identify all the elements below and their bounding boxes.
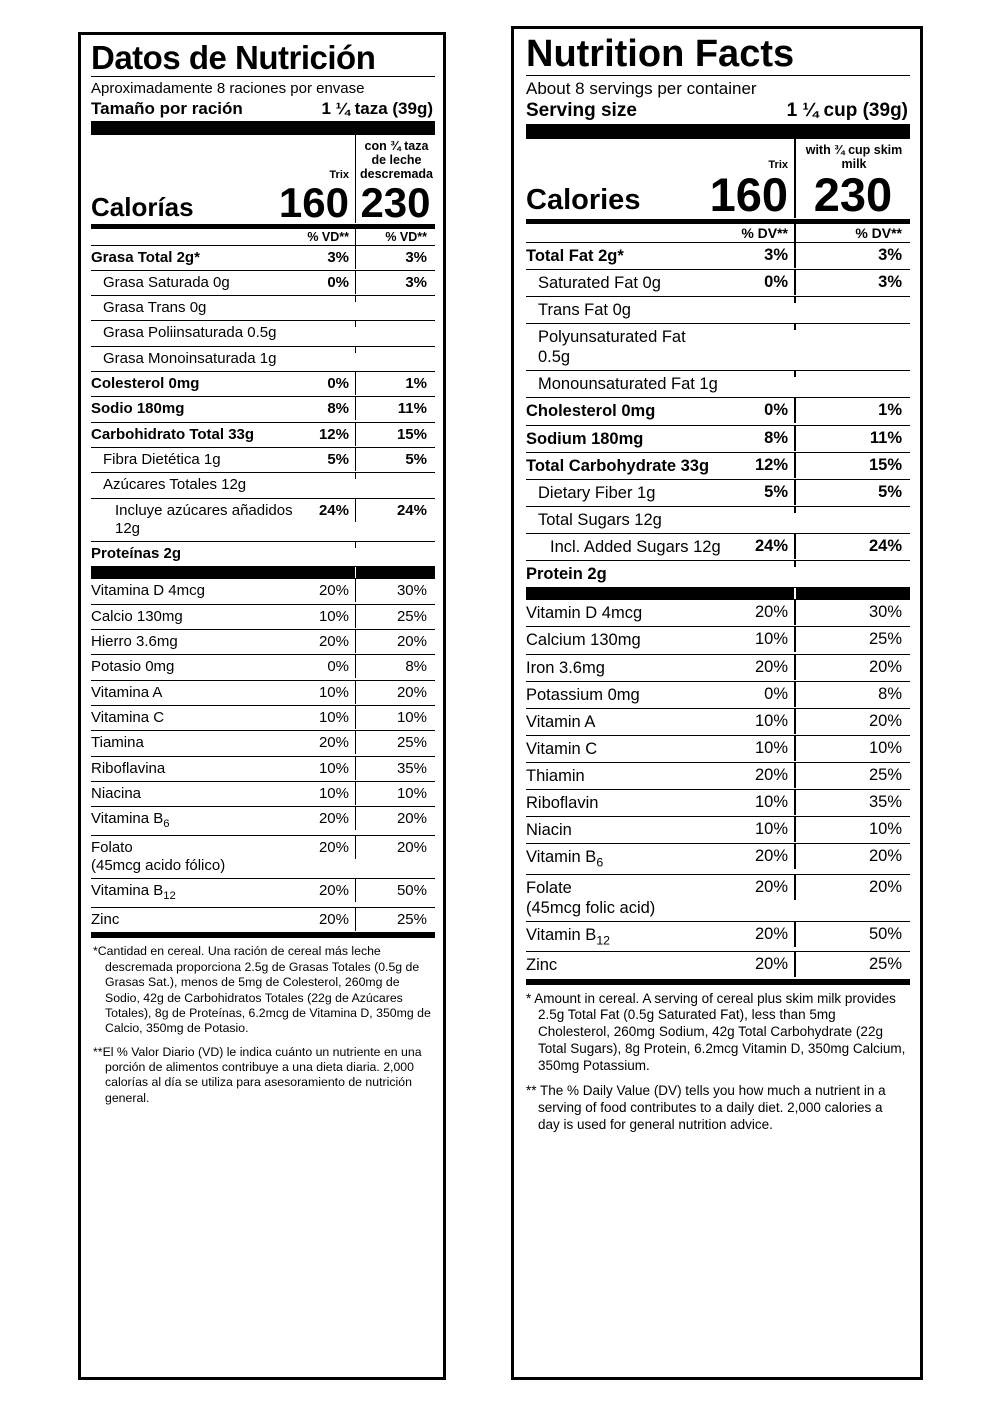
daily-value-header-spanish [91, 229, 435, 246]
value-milk: 3% [355, 271, 435, 294]
vitamin-rows-english [526, 600, 910, 979]
vitamin-name: Calcium 130mg [526, 631, 641, 650]
value-milk [355, 321, 435, 327]
dv-header-milk: % DV** [794, 224, 910, 242]
vitamin-row [526, 682, 910, 709]
vitamin-row [526, 655, 910, 682]
value-product: 10% [318, 607, 349, 625]
vitamin-row [526, 600, 910, 627]
value-product [295, 542, 355, 548]
calories-value-milk: 230 [794, 173, 910, 218]
nutrient-row [91, 423, 435, 448]
value-product [295, 347, 355, 353]
value-product: 10% [318, 759, 349, 777]
footnote-daily-value: ** The % Daily Value (DV) tells you how much a nutrient in a serving of food contributes to a daily diet. 2,000 calories a day is used for general nutrition advice. [526, 1082, 886, 1132]
value-product: 20% [318, 838, 349, 856]
section-divider-bar [91, 567, 435, 578]
daily-value-header-english [526, 224, 910, 243]
value-milk: 25% [355, 605, 435, 628]
value-product [724, 561, 794, 567]
calories-value-product: 160 [278, 178, 349, 226]
vitamin-row [526, 875, 910, 922]
nutrient-name: Total Fat 2g* [526, 246, 624, 265]
value-product: 10% [318, 784, 349, 802]
value-milk: 11% [355, 397, 435, 420]
vitamin-name: Folato (45mcg acido fólico) [91, 838, 226, 875]
servings-per-container-english: About 8 servings per container [526, 79, 757, 98]
vitamin-row [91, 605, 435, 630]
calories-row-spanish [91, 178, 435, 229]
vitamin-name: Potasio 0mg [91, 658, 175, 676]
vitamin-name: Hierro 3.6mg [91, 633, 178, 651]
vitamin-row [91, 731, 435, 756]
nutrient-row [526, 480, 910, 507]
value-milk [355, 296, 435, 302]
value-product: 0% [764, 401, 788, 420]
vitamin-name: Riboflavina [91, 759, 166, 777]
value-milk: 25% [355, 908, 435, 931]
heavy-rule [91, 121, 435, 135]
value-milk [355, 542, 435, 548]
nutrient-row [526, 243, 910, 270]
vitamin-row [526, 952, 910, 979]
nutrient-name: Colesterol 0mg [91, 375, 200, 393]
value-product: 0% [327, 273, 349, 291]
value-milk: 20% [794, 844, 910, 869]
value-milk: 10% [355, 706, 435, 729]
nutrient-row [91, 397, 435, 422]
serving-size-label: Tamaño por ración [91, 98, 243, 118]
column-header-product: Trix [768, 159, 788, 172]
value-product: 20% [754, 877, 788, 896]
value-product: 12% [318, 425, 349, 443]
vitamin-name: Vitamin $B_{12}$ [526, 926, 611, 948]
value-milk: 35% [794, 790, 910, 815]
vitamin-name: Vitamina A [91, 683, 163, 701]
vitamin-name: Vitamina $B_{12}$ [91, 882, 176, 903]
value-milk: 25% [355, 731, 435, 754]
nutrient-rows-spanish [91, 246, 435, 568]
vitamin-row [91, 655, 435, 680]
value-milk: 20% [794, 655, 910, 680]
dv-header-product: % VD** [307, 229, 349, 244]
value-product [295, 473, 355, 479]
vitamin-row [526, 817, 910, 844]
value-product [724, 324, 794, 330]
value-milk: 11% [794, 426, 910, 451]
panel-title-spanish: Datos de Nutrición [91, 39, 376, 76]
bar-left [526, 588, 794, 599]
vitamin-row [526, 844, 910, 874]
value-product: 24% [318, 501, 349, 519]
value-product: 10% [318, 708, 349, 726]
value-product: 20% [754, 766, 788, 785]
nutrient-row [526, 453, 910, 480]
calories-label: Calorías [91, 191, 194, 222]
value-product: 20% [754, 603, 788, 622]
vitamin-name: Vitamina C [91, 708, 165, 726]
vitamin-row [526, 922, 910, 952]
vitamin-row [91, 706, 435, 731]
vitamin-name: Niacina [91, 784, 142, 802]
value-product: 20% [754, 657, 788, 676]
value-milk: 8% [794, 682, 910, 707]
value-product [724, 297, 794, 303]
vitamin-row [526, 627, 910, 654]
nutrient-name: Total Sugars 12g [538, 510, 662, 529]
nutrient-name: Fibra Dietética 1g [103, 450, 221, 468]
value-product: 3% [764, 245, 788, 264]
serving-size-row-spanish [91, 99, 435, 119]
title-divider [526, 75, 910, 76]
value-product: 3% [327, 248, 349, 266]
nutrient-name: Incl. Added Sugars 12g [550, 538, 721, 557]
value-product: 20% [318, 633, 349, 651]
nutrient-name: Trans Fat 0g [538, 300, 631, 319]
nutrient-name: Protein 2g [526, 565, 607, 584]
value-milk [355, 473, 435, 479]
nutrient-name: Grasa Total 2g* [91, 248, 200, 266]
nutrient-row [91, 499, 435, 543]
vitamin-name: Potassium 0mg [526, 685, 640, 704]
vitamin-row [91, 782, 435, 807]
value-milk: 3% [794, 270, 910, 295]
value-milk [794, 561, 910, 567]
value-milk: 25% [794, 627, 910, 652]
vitamin-row [526, 790, 910, 817]
footnotes-spanish [91, 938, 435, 1106]
value-milk: 30% [794, 600, 910, 625]
value-milk: 15% [355, 423, 435, 446]
value-product: 24% [754, 537, 788, 556]
nutrient-name: Azúcares Totales 12g [103, 476, 247, 494]
vitamin-row [91, 630, 435, 655]
value-milk: 50% [355, 879, 435, 902]
section-divider [91, 567, 435, 579]
vitamin-rows-spanish [91, 579, 435, 933]
nutrient-row [91, 473, 435, 498]
value-milk: 20% [355, 681, 435, 704]
value-product: 8% [327, 400, 349, 418]
dv-header-product: % DV** [741, 224, 788, 241]
nutrient-name: Grasa Trans 0g [103, 299, 207, 317]
value-product: 0% [327, 375, 349, 393]
value-product: 0% [764, 684, 788, 703]
value-product: 10% [754, 793, 788, 812]
nutrition-panel-english [511, 26, 923, 1380]
nutrient-row [526, 270, 910, 297]
footnote-asterisk: * Amount in cereal. A serving of cereal plus skim milk provides 2.5g Total Fat (0.5g Saturated Fat), less than 5mg Cholesterol, 260mg Sodium, 42g Total Carbohydrate (22g Total Sugars), 8g Protein, 6.2mcg Vitamin D, 350mg Calcium, 350mg Potassium. [526, 990, 906, 1074]
footnote-asterisk: *Cantidad en cereal. Una ración de cereal más leche descremada proporciona 2.5g de Grasas Totales (0.5g de Grasas Sat.), menos de 5mg de Colesterol, 260mg de Sodio, 42g de Carbohidratos Totales (22g de Azúcares Totales), 8g de Proteínas, 6.2mcg de Vitamina D, 350mg de Calcio, 350mg de Potasio. [93, 944, 431, 1036]
nutrition-panel-spanish [78, 32, 446, 1380]
vitamin-row [91, 807, 435, 836]
value-milk [794, 507, 910, 513]
dv-header-milk: % VD** [355, 229, 435, 245]
vitamin-name: Folate (45mcg folic acid) [526, 878, 656, 917]
value-product [724, 371, 794, 377]
calories-value-milk: 230 [355, 183, 435, 223]
vitamin-name: Tiamina [91, 734, 144, 752]
nutrient-row [91, 296, 435, 321]
nutrient-row [526, 297, 910, 324]
nutrient-row [526, 324, 910, 371]
value-milk: 30% [355, 579, 435, 602]
value-product: 20% [318, 582, 349, 600]
spacer [526, 224, 718, 242]
value-milk [794, 297, 910, 303]
nutrient-name: Monounsaturated Fat 1g [538, 375, 718, 394]
value-product: 20% [754, 925, 788, 944]
nutrient-row [91, 271, 435, 296]
nutrient-name: Grasa Poliinsaturada 0.5g [103, 324, 277, 342]
value-milk: 10% [794, 817, 910, 842]
vitamin-row [91, 836, 435, 880]
vitamin-row [91, 681, 435, 706]
value-product [295, 321, 355, 327]
vitamin-row [526, 763, 910, 790]
serving-size-value: 1 ¼ taza (39g) [321, 98, 433, 118]
nutrient-row [91, 246, 435, 271]
value-product: 5% [327, 450, 349, 468]
value-product: 10% [754, 820, 788, 839]
serving-size-value: 1 ¼ cup (39g) [786, 100, 908, 122]
nutrient-row [526, 398, 910, 425]
value-milk: 20% [355, 807, 435, 830]
value-product: 0% [327, 658, 349, 676]
vitamin-row [91, 579, 435, 604]
value-milk [794, 324, 910, 330]
nutrient-name: Incluye azúcares añadidos 12g [115, 501, 293, 537]
value-milk: 20% [794, 875, 910, 900]
panel-title-english: Nutrition Facts [526, 33, 795, 75]
value-milk: 35% [355, 757, 435, 780]
section-divider [526, 588, 910, 600]
nutrient-name: Cholesterol 0mg [526, 402, 656, 421]
value-product: 20% [754, 847, 788, 866]
value-milk: 8% [355, 655, 435, 678]
serving-size-label: Serving size [526, 100, 637, 122]
nutrient-row [91, 347, 435, 372]
column-headers-spanish [91, 135, 435, 183]
nutrient-name: Saturated Fat 0g [538, 273, 661, 292]
bar-right [794, 588, 910, 599]
value-milk: 3% [794, 243, 910, 268]
nutrient-row [526, 371, 910, 398]
value-milk: 5% [794, 480, 910, 505]
column-header-milk: con ¾ taza de leche descremada [355, 135, 435, 183]
vitamin-name: Zinc [91, 911, 120, 929]
value-milk: 15% [794, 453, 910, 478]
vitamin-name: Thiamin [526, 767, 585, 786]
value-milk: 3% [355, 246, 435, 269]
vitamin-name: Niacin [526, 821, 572, 840]
value-milk: 24% [794, 534, 910, 559]
value-product: 20% [318, 911, 349, 929]
value-milk: 25% [794, 763, 910, 788]
vitamin-name: Vitamin C [526, 739, 598, 758]
value-product: 20% [318, 734, 349, 752]
vitamin-row [91, 879, 435, 908]
nutrient-row [526, 426, 910, 453]
footnote-daily-value: **El % Valor Diario (VD) le indica cuánto un nutriente en una porción de alimentos contribuye a una dieta diaria. 2,000 calorías al día se utiliza para asesoramiento de nutrición general. [93, 1044, 422, 1105]
servings-per-container-spanish: Aproximadamente 8 raciones por envase [91, 80, 365, 97]
value-milk [355, 347, 435, 353]
nutrient-name: Proteínas 2g [91, 545, 182, 563]
column-header-milk: with ¾ cup skim milk [794, 139, 910, 173]
column-header-product: Trix [329, 168, 349, 181]
calories-value-product: 160 [709, 168, 788, 222]
nutrient-name: Carbohidrato Total 33g [91, 425, 255, 443]
nutrient-name: Total Carbohydrate 33g [526, 456, 710, 475]
nutrient-name: Grasa Saturada 0g [103, 273, 230, 291]
vitamin-name: Vitamina D 4mcg [91, 582, 205, 600]
vitamin-name: Calcio 130mg [91, 607, 183, 625]
value-milk: 1% [794, 398, 910, 423]
value-milk: 25% [794, 952, 910, 977]
vitamin-row [526, 709, 910, 736]
value-milk [794, 371, 910, 377]
bar-right [355, 567, 435, 578]
heavy-rule [526, 124, 910, 139]
title-divider [91, 76, 435, 77]
vitamin-name: Vitamin D 4mcg [526, 604, 643, 623]
nutrient-name: Dietary Fiber 1g [538, 483, 656, 502]
value-product: 10% [754, 711, 788, 730]
value-product: 10% [754, 738, 788, 757]
nutrient-row [91, 321, 435, 346]
value-product: 12% [754, 455, 788, 474]
value-product: 10% [754, 630, 788, 649]
value-product: 20% [318, 810, 349, 828]
serving-size-row-english [526, 100, 910, 122]
nutrient-row [91, 542, 435, 567]
value-milk: 20% [355, 630, 435, 653]
value-milk: 10% [355, 782, 435, 805]
nutrient-name: Sodium 180mg [526, 429, 644, 448]
nutrient-row [526, 561, 910, 588]
value-product: 20% [318, 882, 349, 900]
nutrient-row [91, 372, 435, 397]
value-milk: 1% [355, 372, 435, 395]
nutrient-name: Polyunsaturated Fat 0.5g [538, 328, 686, 367]
vitamin-name: Vitamina $B_6$ [91, 810, 170, 831]
vitamin-row [91, 908, 435, 933]
vitamin-row [526, 736, 910, 763]
value-milk: 10% [794, 736, 910, 761]
value-product: 5% [764, 482, 788, 501]
nutrient-row [526, 507, 910, 534]
spacer [91, 229, 289, 245]
value-product [724, 507, 794, 513]
value-product [295, 296, 355, 302]
nutrient-rows-english [526, 243, 910, 589]
value-milk: 24% [355, 499, 435, 522]
value-product: 8% [764, 428, 788, 447]
footnotes-english [526, 985, 910, 1134]
calories-label: Calories [526, 183, 641, 216]
value-milk: 20% [355, 836, 435, 859]
value-milk: 20% [794, 709, 910, 734]
vitamin-name: Riboflavin [526, 794, 599, 813]
value-product: 20% [754, 955, 788, 974]
vitamin-name: Vitamin A [526, 712, 596, 731]
value-product: 0% [764, 272, 788, 291]
section-divider-bar [526, 588, 910, 599]
vitamin-name: Zinc [526, 956, 558, 975]
calories-row-english [526, 168, 910, 224]
nutrient-name: Grasa Monoinsaturada 1g [103, 349, 277, 367]
vitamin-name: Iron 3.6mg [526, 658, 605, 677]
nutrient-row [91, 448, 435, 473]
vitamin-row [91, 757, 435, 782]
nutrient-row [526, 534, 910, 561]
bar-left [91, 567, 355, 578]
nutrient-name: Sodio 180mg [91, 400, 185, 418]
value-product: 10% [318, 683, 349, 701]
vitamin-name: Vitamin $B_6$ [526, 848, 604, 870]
value-milk: 50% [794, 922, 910, 947]
value-milk: 5% [355, 448, 435, 471]
